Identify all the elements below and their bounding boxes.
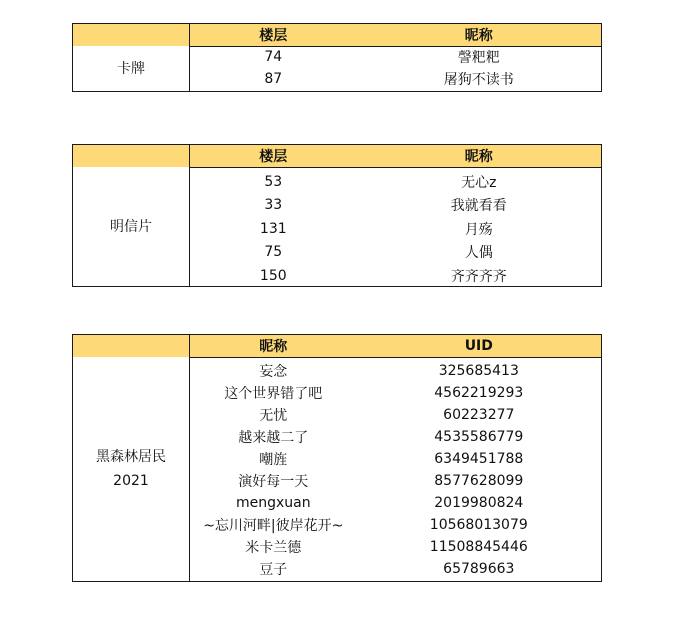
table-row: [190, 193, 601, 216]
nickname-cell: 人偶: [464, 244, 493, 261]
nickname-cell: 妄念: [259, 364, 288, 380]
nickname-cell: 齐齐齐齐: [450, 268, 507, 285]
nickname-cell: 嘲旌: [259, 452, 288, 468]
header-divider: [190, 357, 601, 358]
table-row: [190, 514, 601, 536]
column-header-floor: 楼层: [259, 149, 288, 165]
nickname-cell: 米卡兰德: [245, 540, 302, 556]
uid-cell: 4535586779: [434, 429, 524, 445]
nickname-cell: 无心z: [461, 174, 497, 191]
nickname-cell: 豆子: [259, 562, 288, 578]
nickname-cell: 月殇: [464, 221, 493, 238]
table-row: [190, 404, 601, 426]
column-header-nickname: 昵称: [464, 149, 493, 165]
floor-cell: 131: [259, 220, 287, 237]
table-row: [190, 470, 601, 492]
category-cell: [73, 357, 190, 581]
table-row: [190, 448, 601, 470]
table-row: [190, 68, 601, 90]
uid-cell: 65789663: [443, 561, 515, 577]
category-header-fill: [73, 335, 190, 357]
nickname-cell: 越来越二了: [238, 430, 309, 446]
floor-cell: 74: [264, 49, 283, 65]
header-row: [190, 335, 601, 357]
table-row: [190, 360, 601, 382]
uid-cell: 11508845446: [429, 539, 528, 555]
category-label: 卡牌: [117, 60, 145, 77]
nickname-cell: 謦粑粑: [457, 50, 500, 66]
header-row: [190, 24, 601, 46]
column-header-nickname: 昵称: [464, 28, 493, 44]
nickname-cell: 这个世界错了吧: [224, 386, 323, 402]
uid-cell: 60223277: [443, 407, 515, 423]
floor-cell: 87: [264, 71, 283, 87]
floor-cell: 75: [264, 243, 283, 260]
uid-cell: 8577628099: [434, 473, 524, 489]
uid-cell: 325685413: [438, 363, 519, 379]
category-cell: [73, 167, 190, 286]
floor-cell: 150: [259, 267, 287, 284]
category-header-fill: [73, 145, 190, 167]
uid-cell: 2019980824: [434, 495, 524, 511]
table-row: [190, 558, 601, 580]
uid-cell: 10568013079: [429, 517, 528, 533]
table-row: [190, 46, 601, 68]
header-divider: [190, 167, 601, 168]
uid-cell: 6349451788: [434, 451, 524, 467]
table-forest-residents: [72, 334, 602, 582]
nickname-cell: 无忧: [259, 408, 288, 424]
nickname-cell: 屠狗不读书: [443, 72, 514, 88]
table-row: [190, 264, 601, 287]
table-row: [190, 536, 601, 558]
category-label: 明信片: [110, 218, 152, 235]
column-header-floor: 楼层: [259, 28, 288, 44]
nickname-cell: mengxuan: [235, 495, 311, 511]
category-label: 黑森林居民 2021: [96, 449, 166, 489]
floor-cell: 33: [264, 196, 283, 213]
floor-cell: 53: [264, 173, 283, 190]
category-header-fill: [73, 24, 190, 46]
table-row: [190, 382, 601, 404]
column-header-nickname: 昵称: [259, 339, 288, 355]
header-row: [190, 145, 601, 167]
nickname-cell: ~忘川河畔|彼岸花开~: [203, 518, 344, 534]
column-header-uid: UID: [464, 338, 493, 354]
uid-cell: 4562219293: [434, 385, 524, 401]
table-row: [190, 426, 601, 448]
table-row: [190, 217, 601, 240]
table-row: [190, 492, 601, 514]
table-row: [190, 170, 601, 193]
nickname-cell: 我就看看: [450, 197, 507, 214]
nickname-cell: 演好每一天: [238, 474, 309, 490]
category-cell: [73, 46, 190, 91]
table-postcard: [72, 144, 602, 287]
table-row: [190, 240, 601, 263]
table-card: [72, 23, 602, 92]
